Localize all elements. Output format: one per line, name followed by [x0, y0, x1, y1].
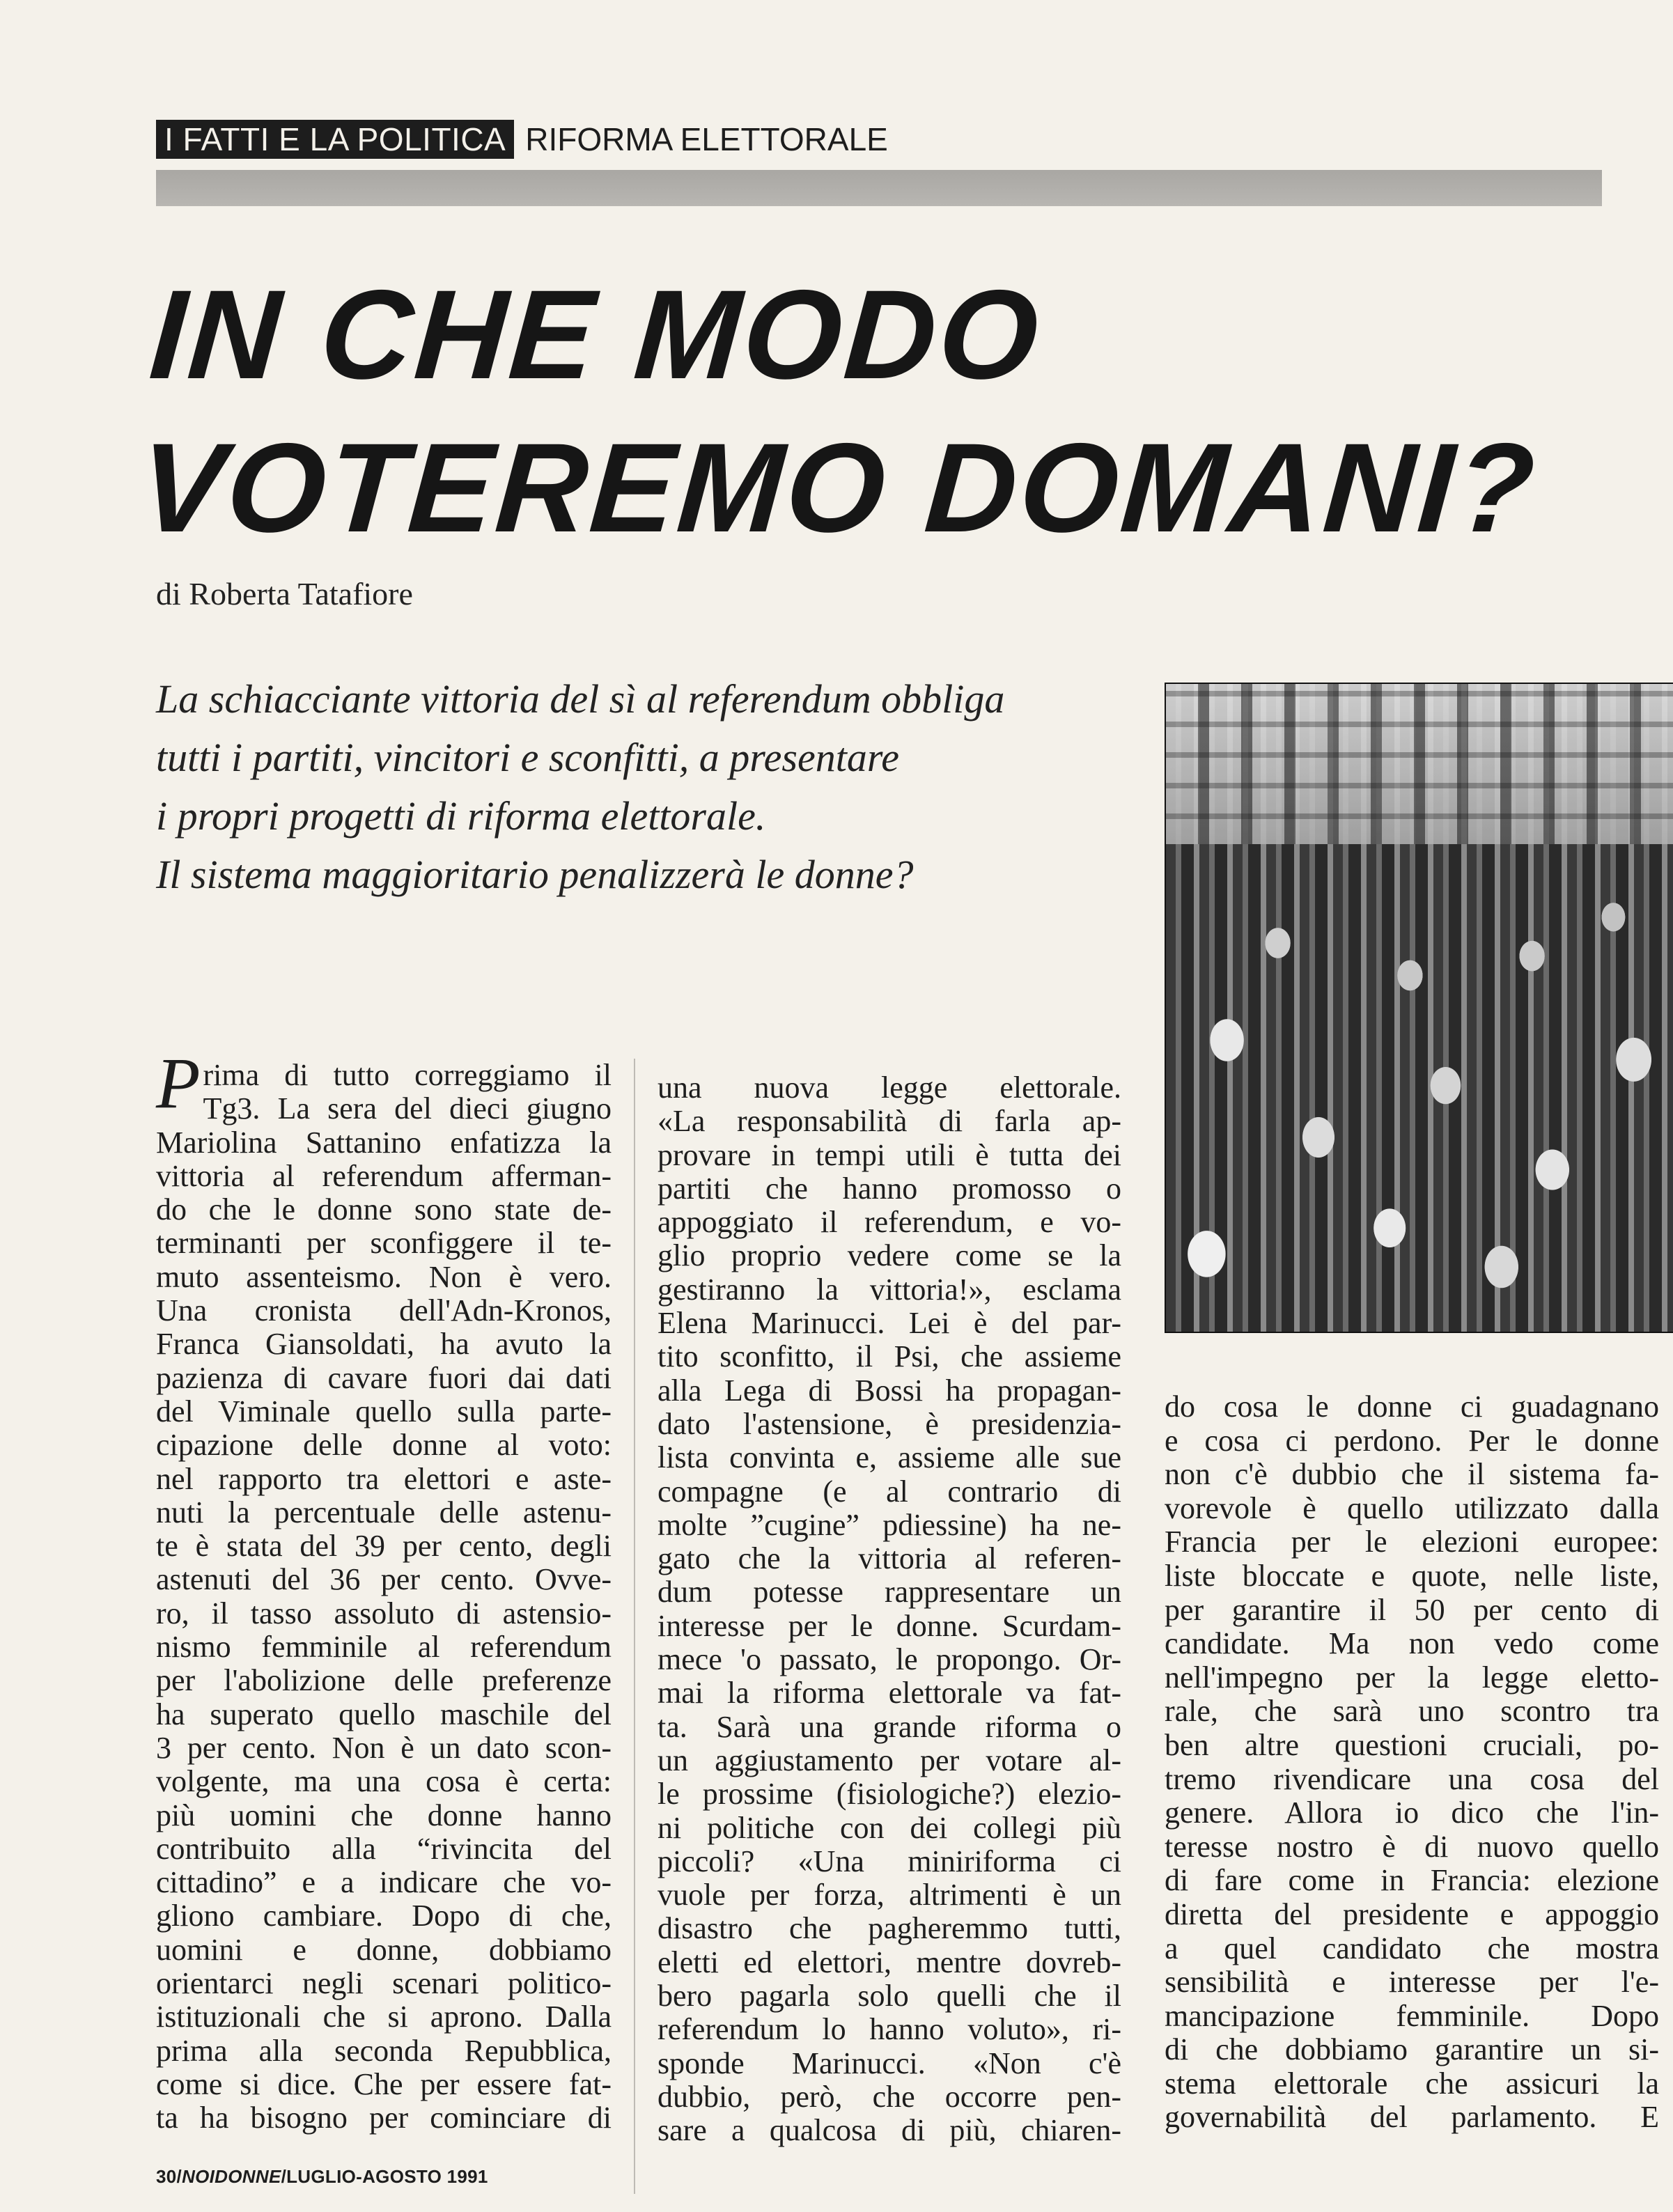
body-line: referendum lo hanno voluto», ri-: [657, 2012, 1121, 2047]
body-line: nismo femminile al referendum: [156, 1630, 612, 1665]
body-line: per garantire il 50 per cento di: [1165, 1592, 1659, 1627]
crowd-photo: [1165, 683, 1673, 1333]
page-footer: 30/NOIDONNE/LUGLIO-AGOSTO 1991: [156, 2166, 488, 2187]
body-line: istituzionali che si aprono. Dalla: [156, 2000, 612, 2034]
body-line: cipazione delle donne al voto:: [156, 1428, 612, 1463]
body-line: un aggiustamento per votare al-: [657, 1743, 1121, 1777]
body-line: molte ”cugine” pdiessine) ha ne-: [657, 1507, 1121, 1542]
body-line: gliono cambiare. Dopo di che,: [156, 1899, 612, 1933]
body-line: sponde Marinucci. «Non c'è: [657, 2046, 1121, 2080]
lead-line: tutti i partiti, vincitori e sconfitti, a presentare: [156, 735, 899, 780]
lead-line: La schiacciante vittoria del sì al referendum obbliga: [156, 676, 1005, 722]
byline: di Roberta Tatafiore: [156, 576, 413, 612]
body-line: più uomini che donne hanno: [156, 1798, 612, 1832]
header-rule: [156, 170, 1602, 206]
body-line: di che dobbiamo garantire un si-: [1165, 2032, 1659, 2067]
issue-date: LUGLIO-AGOSTO 1991: [286, 2166, 488, 2187]
headline-line-1: IN CHE MODO: [146, 263, 1046, 405]
body-line: mancipazione femminile. Dopo: [1165, 1998, 1659, 2033]
body-line: muto assenteismo. Non è vero.: [156, 1259, 612, 1294]
body-column-2: [657, 1071, 1121, 2148]
body-line: ni politiche con dei collegi più: [657, 1810, 1121, 1845]
body-line: genere. Allora io dico che l'in-: [1165, 1796, 1659, 1830]
body-line: teresse nostro è di nuovo quello: [1165, 1829, 1659, 1864]
body-line: ben altre questioni cruciali, po-: [1165, 1727, 1659, 1762]
body-line: e cosa ci perdono. Per le donne: [1165, 1423, 1659, 1458]
body-line: rale, che sarà uno scontro tra: [1165, 1694, 1659, 1729]
body-line: una nuova legge elettorale.: [657, 1070, 1121, 1105]
body-line: per l'abolizione delle preferenze: [156, 1663, 612, 1698]
body-line: disastro che pagheremmo tutti,: [657, 1911, 1121, 1946]
body-line: Tg3. La sera del dieci giugno: [203, 1091, 612, 1126]
body-line: alla Lega di Bossi ha propagan-: [657, 1373, 1121, 1408]
headline: [134, 258, 1619, 564]
body-line: piccoli? «Una miniriforma ci: [657, 1844, 1121, 1878]
body-line: orientarci negli scenari politico-: [156, 1966, 612, 2001]
first-line-text: rima di tutto correggiamo il: [203, 1058, 612, 1092]
body-line: nuti la percentuale delle astenu-: [156, 1495, 612, 1529]
body-line: stema elettorale che assicuri la: [1165, 2066, 1659, 2101]
body-line: glio proprio vedere come se la: [657, 1238, 1121, 1273]
page-number: 30: [156, 2166, 177, 2187]
body-line: ro, il tasso assoluto di astensio-: [156, 1596, 612, 1630]
drop-cap: P: [156, 1043, 201, 1123]
body-line: pazienza di cavare fuori dai dati: [156, 1360, 612, 1395]
body-line: terminanti per sconfiggere il te-: [156, 1226, 612, 1261]
topic-label: RIFORMA ELETTORALE: [525, 121, 888, 157]
body-line: compagne (e al contrario di: [657, 1474, 1121, 1509]
body-line: tremo rivendicare una cosa del: [1165, 1761, 1659, 1796]
body-line: candidate. Ma non vedo come: [1165, 1626, 1659, 1661]
body-line: Mariolina Sattanino enfatizza la: [156, 1125, 612, 1160]
body-line: do cosa le donne ci guadagnano: [1165, 1389, 1659, 1424]
body-line: contribuito alla “rivincita del: [156, 1831, 612, 1866]
body-line: volgente, ma una cosa è certa:: [156, 1764, 612, 1799]
body-line: sensibilità e interesse per l'e-: [1165, 1965, 1659, 2000]
body-line: interesse per le donne. Scurdam-: [657, 1608, 1121, 1643]
body-line: gato che la vittoria al referen-: [657, 1541, 1121, 1576]
body-line: mai la riforma elettorale va fat-: [657, 1676, 1121, 1711]
body-line: gestiranno la vittoria!», esclama: [657, 1272, 1121, 1307]
body-line: di fare come in Francia: elezione: [1165, 1863, 1659, 1898]
body-line: sare a qualcosa di più, chiaren-: [657, 2113, 1121, 2148]
body-line: eletti ed elettori, mentre dovreb-: [657, 1945, 1121, 1979]
body-line: vittoria al referendum afferman-: [156, 1158, 612, 1193]
body-line: bero pagarla solo quelli che il: [657, 1979, 1121, 2014]
body-line: nel rapporto tra elettori e aste-: [156, 1461, 612, 1496]
body-line: ha superato quello maschile del: [156, 1697, 612, 1731]
magazine-name: NOIDONNE: [182, 2166, 281, 2187]
headline-line-2: VOTEREMO DOMANI?: [134, 416, 1542, 559]
section-label: I FATTI E LA POLITICA: [156, 120, 514, 159]
body-line: dum potesse rappresentare un: [657, 1575, 1121, 1610]
body-line: tito sconfitto, il Psi, che assieme: [657, 1339, 1121, 1374]
body-line: dubbio, però, che occorre pen-: [657, 2079, 1121, 2114]
lead-line: i propri progetti di riforma elettorale.: [156, 793, 766, 839]
body-line: non c'è dubbio che il sistema fa-: [1165, 1457, 1659, 1492]
body-line: del Viminale quello sulla parte-: [156, 1394, 612, 1428]
lead-line: Il sistema maggioritario penalizzerà le donne?: [156, 852, 914, 897]
body-line: mece 'o passato, le propongo. Or-: [657, 1642, 1121, 1677]
body-line: Francia per le elezioni europee:: [1165, 1525, 1659, 1559]
section-header: [156, 120, 888, 159]
body-line: diretta del presidente e appoggio: [1165, 1896, 1659, 1931]
body-line: appoggiato il referendum, e vo-: [657, 1205, 1121, 1240]
body-line: Elena Marinucci. Lei è del par-: [657, 1306, 1121, 1341]
body-line: Una cronista dell'Adn-Kronos,: [156, 1293, 612, 1328]
body-line: prima alla seconda Repubblica,: [156, 2033, 612, 2068]
body-line: liste bloccate e quote, nelle liste,: [1165, 1558, 1659, 1593]
body-line: ta. Sarà una grande riforma o: [657, 1709, 1121, 1744]
body-column-3: [1165, 1390, 1659, 2135]
body-line: astenuti del 36 per cento. Ovve-: [156, 1562, 612, 1597]
body-line: partiti che hanno promosso o: [657, 1171, 1121, 1206]
body-line: «La responsabilità di farla ap-: [657, 1104, 1121, 1139]
body-column-1: [156, 1043, 612, 2135]
body-line: ta ha bisogno per cominciare di: [156, 2101, 612, 2135]
body-line: do che le donne sono state de-: [156, 1192, 612, 1227]
body-line: vuole per forza, altrimenti è un: [657, 1878, 1121, 1913]
body-line: cittadino” e a indicare che vo-: [156, 1865, 612, 1900]
body-line: te è stata del 39 per cento, degli: [156, 1529, 612, 1564]
body-line: dato l'astensione, è presidenzia-: [657, 1406, 1121, 1441]
body-line: governabilità del parlamento. E: [1165, 2100, 1659, 2135]
body-line: uomini e donne, dobbiamo: [156, 1932, 612, 1967]
body-line: come si dice. Che per essere fat-: [156, 2066, 612, 2101]
body-line: nell'impegno per la legge eletto-: [1165, 1660, 1659, 1695]
body-line: Franca Giansoldati, ha avuto la: [156, 1327, 612, 1362]
body-line: provare in tempi utili è tutta dei: [657, 1137, 1121, 1172]
body-line: le prossime (fisiologiche?) elezio-: [657, 1777, 1121, 1812]
body-line: 3 per cento. Non è un dato scon-: [156, 1730, 612, 1765]
column-rule: [634, 1059, 635, 2194]
lead-paragraph: [156, 670, 1124, 904]
body-line: lista convinta e, assieme alle sue: [657, 1440, 1121, 1475]
body-line: vorevole è quello utilizzato dalla: [1165, 1490, 1659, 1525]
body-line: a quel candidato che mostra: [1165, 1931, 1659, 1965]
